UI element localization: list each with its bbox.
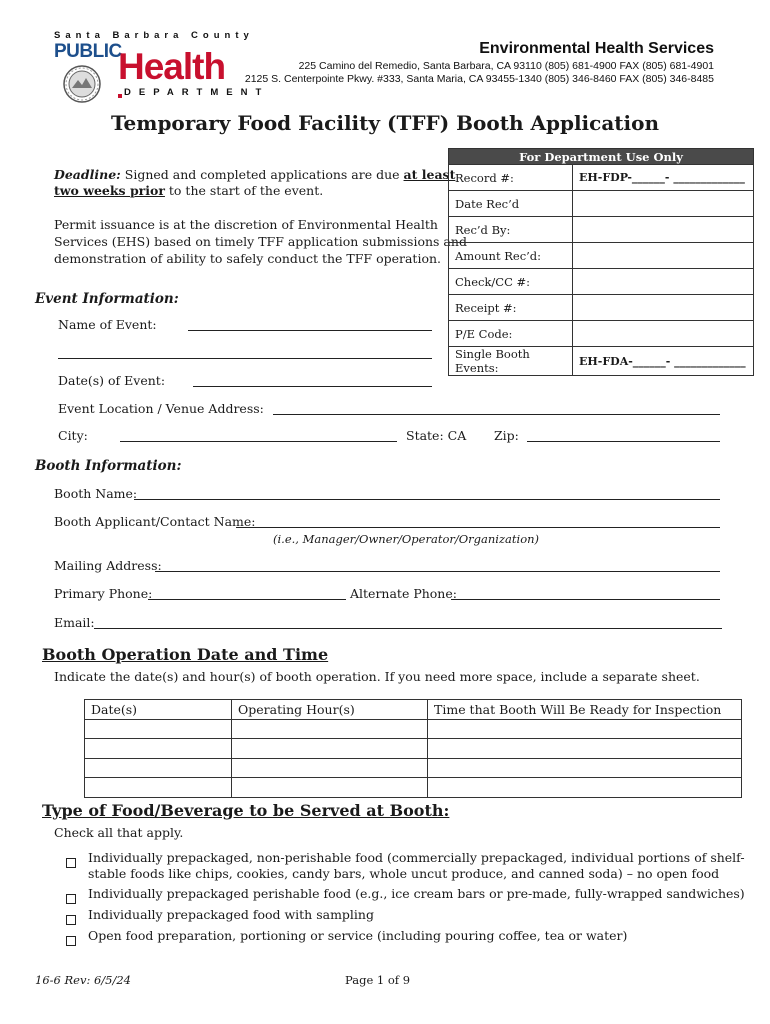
table-row [85,758,742,778]
table-row [85,719,742,739]
table-row: Check/CC #: [449,269,754,295]
state-label: State: CA [406,428,467,443]
logo-divider [118,94,122,98]
table-row: Date Rec’d [449,191,754,217]
county-name: Santa Barbara County [54,30,254,41]
booth-applicant-hint: (i.e., Manager/Owner/Operator/Organization) [273,532,540,546]
deadline-emph: at least [403,167,456,182]
department-use-header: For Department Use Only [449,149,754,165]
deadline-emph2: two weeks prior [54,183,165,198]
option-open-food-prep: Open food preparation, portioning or service (including pouring coffee, tea or water) [88,928,628,943]
zip-field[interactable] [527,441,720,442]
booth-name-field[interactable] [134,499,720,500]
deadline-line2 [54,183,323,199]
event-dates-field[interactable] [193,386,432,387]
table-row: Rec’d By: [449,217,754,243]
checkbox-prepackaged-sampling[interactable] [66,910,76,929]
deadline-label: Deadline: [54,167,121,182]
operation-table [84,699,742,798]
address-santa-barbara: 225 Camino del Remedio, Santa Barbara, CA 93110 (805) 681-4900 FAX (805) 681-4901 [298,60,714,72]
table-row: Single Booth Events: EH-FDA-______- _____________ [449,347,754,376]
page-number: Page 1 of 9 [345,973,411,987]
service-name: Environmental Health Services [479,40,714,57]
table-row: Receipt #: [449,295,754,321]
food-type-instructions: Check all that apply. [54,825,184,840]
table-header-row [85,700,742,720]
deadline-line1 [54,167,455,183]
column-header-hours: Operating Hour(s) [232,700,428,720]
booth-applicant-field[interactable] [236,527,720,528]
zip-label: Zip: [494,428,519,443]
event-info-heading: Event Information: [35,291,179,307]
column-header-inspection: Time that Booth Will Be Ready for Inspection [428,700,742,720]
event-name-field-continued[interactable] [58,358,432,359]
city-field[interactable] [120,441,397,442]
primary-phone-label: Primary Phone: [54,586,153,601]
primary-phone-field[interactable] [148,599,346,600]
option-prepackaged-nonperishable-line1: Individually prepackaged, non-perishable food (commercially prepackaged, individual portions of shelf- [88,850,745,865]
page-title: Temporary Food Facility (TFF) Booth Application [110,111,660,135]
table-row: Amount Rec’d: [449,243,754,269]
address-santa-maria: 2125 S. Centerpointe Pkwy. #333, Santa Maria, CA 93455-1340 (805) 346-8460 FAX (805) 346-8485 [244,73,714,85]
revision-label: 16-6 Rev: 6/5/24 [35,973,131,987]
department-use-table [448,148,754,376]
department-label: DEPARTMENT [124,87,270,98]
food-type-heading: Type of Food/Beverage to be Served at Booth: [42,801,450,820]
email-field[interactable] [94,628,722,629]
deadline-text2: to the start of the event. [164,183,324,198]
event-name-field[interactable] [188,330,432,331]
county-seal-icon [62,64,102,104]
health-logo-text: Health [118,46,226,87]
booth-info-heading: Booth Information: [35,458,182,474]
checkbox-prepackaged-nonperishable[interactable] [66,853,76,872]
permit-note-line2: Services (EHS) based on timely TFF application submissions and [54,234,467,249]
alternate-phone-label: Alternate Phone: [350,586,457,601]
table-row [85,739,742,759]
email-label: Email: [54,615,95,630]
permit-note-line1: Permit issuance is at the discretion of Environmental Health [54,217,438,232]
checkbox-prepackaged-perishable[interactable] [66,889,76,908]
public-logo-text: PUBLIC [54,41,122,62]
deadline-text1: Signed and completed applications are due [120,167,404,182]
booth-name-label: Booth Name: [54,486,138,501]
table-row [85,778,742,798]
mailing-address-field[interactable] [155,571,720,572]
permit-note-line3: demonstration of ability to safely conduct the TFF operation. [54,251,441,266]
event-name-label: Name of Event: [58,317,157,332]
event-location-field[interactable] [273,414,720,415]
event-location-label: Event Location / Venue Address: [58,401,264,416]
mailing-address-label: Mailing Address: [54,558,162,573]
alternate-phone-field[interactable] [451,599,720,600]
operation-heading: Booth Operation Date and Time [42,645,329,664]
event-dates-label: Date(s) of Event: [58,373,166,388]
city-label: City: [58,428,88,443]
option-prepackaged-sampling: Individually prepackaged food with sampling [88,907,374,922]
table-row: Record #: EH-FDP-______- _____________ [449,165,754,191]
table-row: P/E Code: [449,321,754,347]
column-header-dates: Date(s) [85,700,232,720]
booth-applicant-label: Booth Applicant/Contact Name: [54,514,256,529]
operation-instructions: Indicate the date(s) and hour(s) of booth operation. If you need more space, include a separate sheet. [54,669,700,684]
checkbox-open-food-prep[interactable] [66,931,76,950]
option-prepackaged-nonperishable-line2: stable foods like chips, cookies, candy bars, whole uncut produce, and canned soda) – no open food [88,866,720,881]
option-prepackaged-perishable: Individually prepackaged perishable food (e.g., ice cream bars or pre-made, fully-wrapped sandwiches) [88,886,745,901]
